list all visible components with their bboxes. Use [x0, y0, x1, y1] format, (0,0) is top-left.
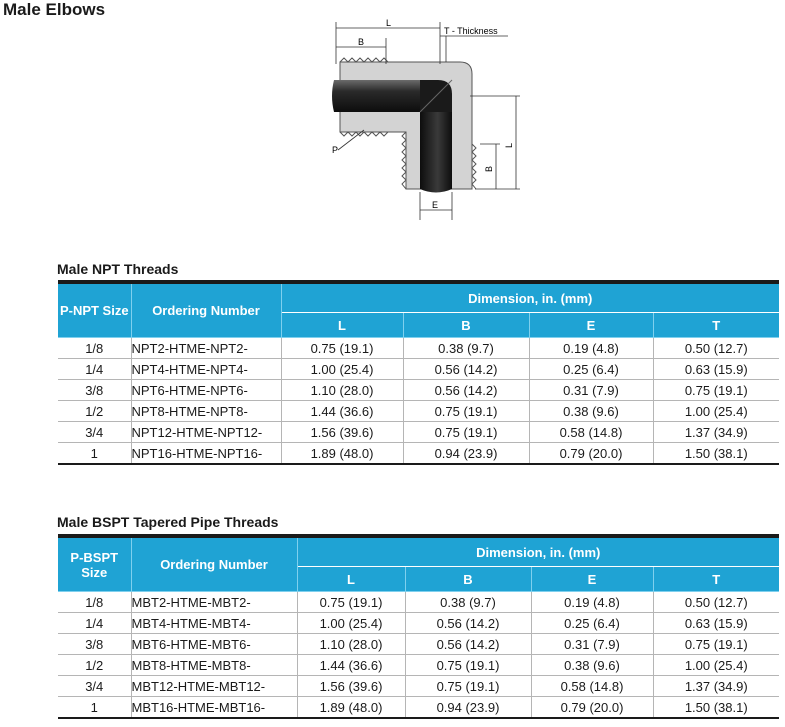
ordering-number-cell: NPT4-HTME-NPT4-: [131, 359, 281, 380]
dim-E-cell: 0.38 (9.6): [529, 401, 653, 422]
dim-T-cell: 1.00 (25.4): [653, 401, 779, 422]
dim-L-cell: 0.75 (19.1): [297, 592, 405, 613]
ordering-number-cell: NPT16-HTME-NPT16-: [131, 443, 281, 465]
dim-B-cell: 0.94 (23.9): [405, 697, 531, 719]
dim-E-cell: 0.25 (6.4): [529, 359, 653, 380]
dim-E-cell: 0.79 (20.0): [529, 443, 653, 465]
dim-B-cell: 0.94 (23.9): [403, 443, 529, 465]
dim-B-cell: 0.75 (19.1): [403, 401, 529, 422]
dim-B-cell: 0.56 (14.2): [405, 613, 531, 634]
dim-E-cell: 0.79 (20.0): [531, 697, 653, 719]
label-L-top: L: [386, 18, 392, 28]
dim-E-cell: 0.25 (6.4): [531, 613, 653, 634]
size-cell: 1: [58, 697, 131, 719]
bspt-table-body: [58, 592, 779, 719]
ordering-number-cell: MBT8-HTME-MBT8-: [131, 655, 297, 676]
table-row: [58, 634, 779, 655]
table-row: [58, 592, 779, 613]
header-dimension: Dimension, in. (mm): [297, 538, 779, 567]
header-col-T: T: [653, 313, 779, 338]
header-col-E: E: [529, 313, 653, 338]
dim-L-cell: 1.44 (36.6): [297, 655, 405, 676]
dim-T-cell: 1.50 (38.1): [653, 443, 779, 465]
dim-L-cell: 1.00 (25.4): [297, 613, 405, 634]
dim-T-cell: 0.63 (15.9): [653, 613, 779, 634]
dim-B-cell: 0.38 (9.7): [403, 338, 529, 359]
table-row: [58, 359, 779, 380]
dim-T-cell: 0.75 (19.1): [653, 634, 779, 655]
table-row: [58, 613, 779, 634]
ordering-number-cell: NPT8-HTME-NPT8-: [131, 401, 281, 422]
dim-E-cell: 0.19 (4.8): [529, 338, 653, 359]
size-cell: 1/4: [58, 613, 131, 634]
dim-T-cell: 0.50 (12.7): [653, 592, 779, 613]
size-cell: 3/4: [58, 676, 131, 697]
header-col-L: L: [297, 567, 405, 592]
thread-left: [402, 132, 406, 189]
dim-E-cell: 0.58 (14.8): [529, 422, 653, 443]
dim-B-cell: 0.75 (19.1): [403, 422, 529, 443]
dim-L-cell: 1.10 (28.0): [281, 380, 403, 401]
bspt-section-title: Male BSPT Tapered Pipe Threads: [57, 514, 279, 530]
dim-L-cell: 1.00 (25.4): [281, 359, 403, 380]
npt-section-title: Male NPT Threads: [57, 261, 179, 277]
dim-L-cell: 1.10 (28.0): [297, 634, 405, 655]
size-cell: 3/8: [58, 380, 131, 401]
size-cell: 1: [58, 443, 131, 465]
ordering-number-cell: MBT12-HTME-MBT12-: [131, 676, 297, 697]
ordering-number-cell: NPT12-HTME-NPT12-: [131, 422, 281, 443]
header-col-T: T: [653, 567, 779, 592]
dim-T-cell: 1.37 (34.9): [653, 676, 779, 697]
elbow-diagram: [320, 14, 530, 224]
header-col-B: B: [403, 313, 529, 338]
thread-bottom: [340, 132, 388, 136]
dim-E-cell: 0.31 (7.9): [529, 380, 653, 401]
dim-E-cell: 0.19 (4.8): [531, 592, 653, 613]
label-L-side: L: [504, 142, 514, 148]
size-cell: 1/2: [58, 655, 131, 676]
table-row: [58, 676, 779, 697]
dim-T-cell: 1.50 (38.1): [653, 697, 779, 719]
dim-L-cell: 0.75 (19.1): [281, 338, 403, 359]
header-size: P-BSPT Size: [58, 538, 131, 592]
dim-B-cell: 0.38 (9.7): [405, 592, 531, 613]
dim-T-cell: 0.75 (19.1): [653, 380, 779, 401]
dim-B-cell: 0.56 (14.2): [403, 359, 529, 380]
ordering-number-cell: NPT2-HTME-NPT2-: [131, 338, 281, 359]
header-ordering: Ordering Number: [131, 284, 281, 338]
ordering-number-cell: MBT6-HTME-MBT6-: [131, 634, 297, 655]
header-col-L: L: [281, 313, 403, 338]
size-cell: 3/4: [58, 422, 131, 443]
ordering-number-cell: MBT2-HTME-MBT2-: [131, 592, 297, 613]
dim-E-cell: 0.38 (9.6): [531, 655, 653, 676]
ordering-number-cell: MBT16-HTME-MBT16-: [131, 697, 297, 719]
label-E: E: [432, 200, 439, 210]
thread-top: [340, 58, 388, 62]
label-P: P: [332, 145, 339, 155]
dim-B-cell: 0.56 (14.2): [405, 634, 531, 655]
table-row: [58, 697, 779, 719]
table-row: [58, 338, 779, 359]
dim-E-cell: 0.58 (14.8): [531, 676, 653, 697]
dim-T-cell: 0.63 (15.9): [653, 359, 779, 380]
dim-L-cell: 1.56 (39.6): [297, 676, 405, 697]
table-row: [58, 443, 779, 465]
size-cell: 1/4: [58, 359, 131, 380]
dim-B-cell: 0.56 (14.2): [403, 380, 529, 401]
label-thickness: T - Thickness: [444, 26, 498, 36]
table-row: [58, 655, 779, 676]
page-title: Male Elbows: [3, 0, 106, 19]
header-col-E: E: [531, 567, 653, 592]
dim-L-cell: 1.44 (36.6): [281, 401, 403, 422]
bspt-table: [58, 534, 779, 719]
dim-L-cell: 1.56 (39.6): [281, 422, 403, 443]
header-size: P-NPT Size: [58, 284, 131, 338]
header-col-B: B: [405, 567, 531, 592]
thread-right: [472, 144, 476, 189]
npt-table-body: [58, 338, 779, 465]
label-B-top: B: [358, 37, 365, 47]
header-ordering: Ordering Number: [131, 538, 297, 592]
label-B-side: B: [484, 165, 494, 172]
table-row: [58, 401, 779, 422]
dim-T-cell: 1.37 (34.9): [653, 422, 779, 443]
size-cell: 1/8: [58, 338, 131, 359]
ordering-number-cell: MBT4-HTME-MBT4-: [131, 613, 297, 634]
dim-L-cell: 1.89 (48.0): [297, 697, 405, 719]
npt-table: [58, 280, 779, 465]
dim-B-cell: 0.75 (19.1): [405, 676, 531, 697]
dim-L-cell: 1.89 (48.0): [281, 443, 403, 465]
table-row: [58, 422, 779, 443]
size-cell: 1/2: [58, 401, 131, 422]
ordering-number-cell: NPT6-HTME-NPT6-: [131, 380, 281, 401]
dim-B-cell: 0.75 (19.1): [405, 655, 531, 676]
size-cell: 1/8: [58, 592, 131, 613]
size-cell: 3/8: [58, 634, 131, 655]
dim-E-cell: 0.31 (7.9): [531, 634, 653, 655]
dim-T-cell: 0.50 (12.7): [653, 338, 779, 359]
header-dimension: Dimension, in. (mm): [281, 284, 779, 313]
table-row: [58, 380, 779, 401]
dim-T-cell: 1.00 (25.4): [653, 655, 779, 676]
